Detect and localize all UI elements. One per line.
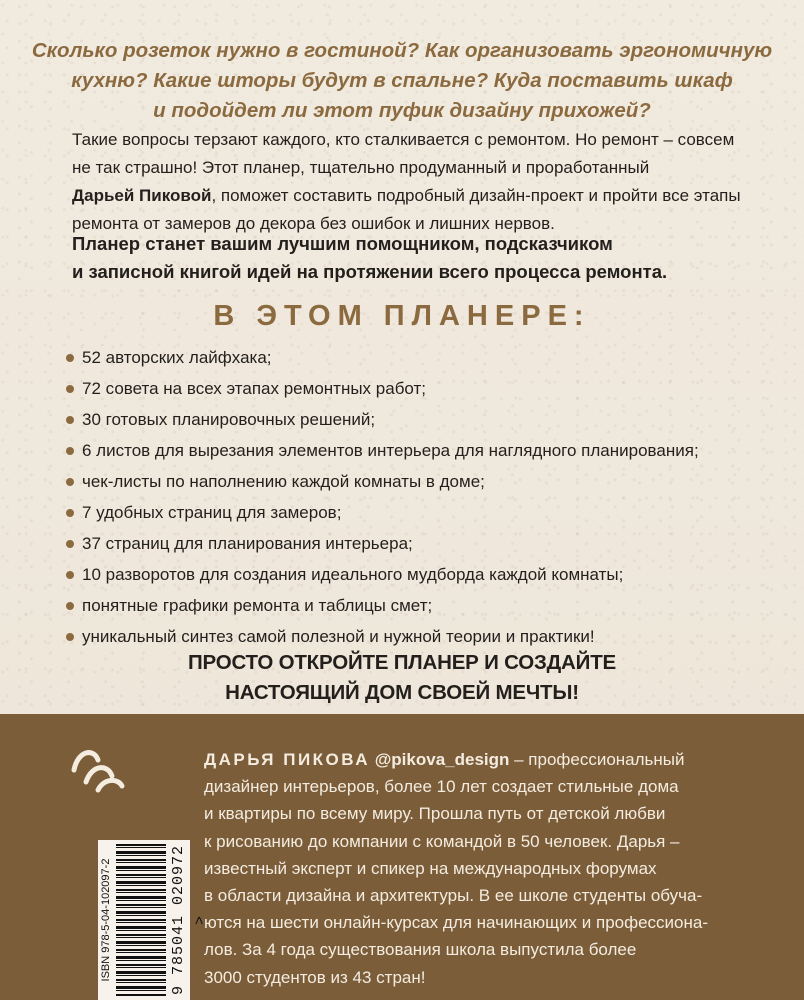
bullet-dot-icon xyxy=(66,633,74,641)
publisher-logo-icon xyxy=(68,738,128,798)
feature-text: уникальный синтез самой полезной и нужной теории и практики! xyxy=(82,627,595,646)
barcode-bars xyxy=(116,844,166,996)
bio-line xyxy=(204,746,784,773)
feature-text: 37 страниц для планирования интерьера; xyxy=(82,534,413,553)
emphasis-statement xyxy=(72,230,792,286)
intro-line: и подойдет ли этот пуфик дизайну прихожей? xyxy=(153,99,651,122)
description-paragraph xyxy=(72,126,762,238)
emphasis-line: и записной книгой идей на протяжении всего процесса ремонта. xyxy=(72,261,668,282)
list-item xyxy=(66,345,699,376)
feature-text: 10 разворотов для создания идеального мудборда каждой комнаты; xyxy=(82,565,624,584)
bio-line: лов. За 4 года существования школа выпустила более xyxy=(204,940,637,960)
bio-line: в области дизайна и архитектуры. В ее школе студенты обуча- xyxy=(204,886,703,906)
bio-line: к рисованию до компании с командой в 50 человек. Дарья – xyxy=(204,831,680,851)
bullet-dot-icon xyxy=(66,540,74,548)
bio-line: известный эксперт и спикер на международных форумах xyxy=(204,858,657,878)
isbn-text: ISBN 978-5-04-102097-2 xyxy=(100,858,112,982)
emphasis-line: Планер станет вашим лучшим помощником, подсказчиком xyxy=(72,233,613,254)
bullet-dot-icon xyxy=(66,602,74,610)
bio-line: дизайнер интерьеров, более 10 лет создает стильные дома xyxy=(204,777,679,797)
list-item xyxy=(66,438,699,469)
bio-line: 3000 студентов из 43 стран! xyxy=(204,967,426,987)
bullet-dot-icon xyxy=(66,571,74,579)
paragraph-line: ремонта от замеров до декора без ошибок и лишних нервов. xyxy=(72,214,555,233)
bullet-dot-icon xyxy=(66,354,74,362)
author-bio xyxy=(204,746,784,991)
author-name-inline: Дарьей Пиковой xyxy=(72,186,212,205)
bullet-dot-icon xyxy=(66,385,74,393)
bio-text: – профессиональный xyxy=(509,750,685,769)
intro-line: Сколько розеток нужно в гостиной? Как организовать эргономичную xyxy=(31,39,773,62)
feature-text: 6 листов для вырезания элементов интерьера для наглядного планирования; xyxy=(82,441,699,460)
list-item xyxy=(66,531,699,562)
intro-questions xyxy=(0,36,804,126)
feature-text: 30 готовых планировочных решений; xyxy=(82,410,376,429)
feature-text: 52 авторских лайфхака; xyxy=(82,348,272,367)
list-item xyxy=(66,500,699,531)
features-heading: В ЭТОМ ПЛАНЕРЕ: xyxy=(213,300,591,332)
paragraph-text: , поможет составить подробный дизайн-проект и пройти все этапы xyxy=(211,186,741,205)
bullet-dot-icon xyxy=(66,416,74,424)
list-item xyxy=(66,407,699,438)
cta-line: НАСТОЯЩИЙ ДОМ СВОЕЙ МЕЧТЫ! xyxy=(225,681,579,704)
list-item xyxy=(66,469,699,500)
bullet-dot-icon xyxy=(66,509,74,517)
feature-text: чек-листы по наполнению каждой комнаты в доме; xyxy=(82,472,485,491)
feature-text: 7 удобных страниц для замеров; xyxy=(82,503,342,522)
author-name: ДАРЬЯ ПИКОВА xyxy=(204,750,370,769)
author-handle: @pikova_design xyxy=(374,750,510,769)
cta-line: ПРОСТО ОТКРОЙТЕ ПЛАНЕР И СОЗДАЙТЕ xyxy=(187,651,616,674)
list-item xyxy=(66,593,699,624)
list-item xyxy=(66,376,699,407)
paragraph-line xyxy=(72,182,762,210)
barcode-digits: 9 785041 020972 > xyxy=(170,844,209,996)
paragraph-line: не так страшно! Этот планер, тщательно продуманный и проработанный xyxy=(72,158,650,177)
feature-text: понятные графики ремонта и таблицы смет; xyxy=(82,596,433,615)
bullet-dot-icon xyxy=(66,478,74,486)
feature-text: 72 совета на всех этапах ремонтных работ; xyxy=(82,379,427,398)
paragraph-line: Такие вопросы терзают каждого, кто сталкивается с ремонтом. Но ремонт – совсем xyxy=(72,130,735,149)
call-to-action xyxy=(0,648,804,708)
bullet-dot-icon xyxy=(66,447,74,455)
intro-line: кухню? Какие шторы будут в спальне? Куда поставить шкаф xyxy=(71,69,733,92)
features-list xyxy=(66,345,699,655)
bio-line: ются на шести онлайн-курсах для начинающих и профессиона- xyxy=(204,913,709,933)
list-item xyxy=(66,562,699,593)
isbn-barcode xyxy=(98,840,209,1000)
bio-line: и квартиры по всему миру. Прошла путь от детской любви xyxy=(204,804,666,824)
